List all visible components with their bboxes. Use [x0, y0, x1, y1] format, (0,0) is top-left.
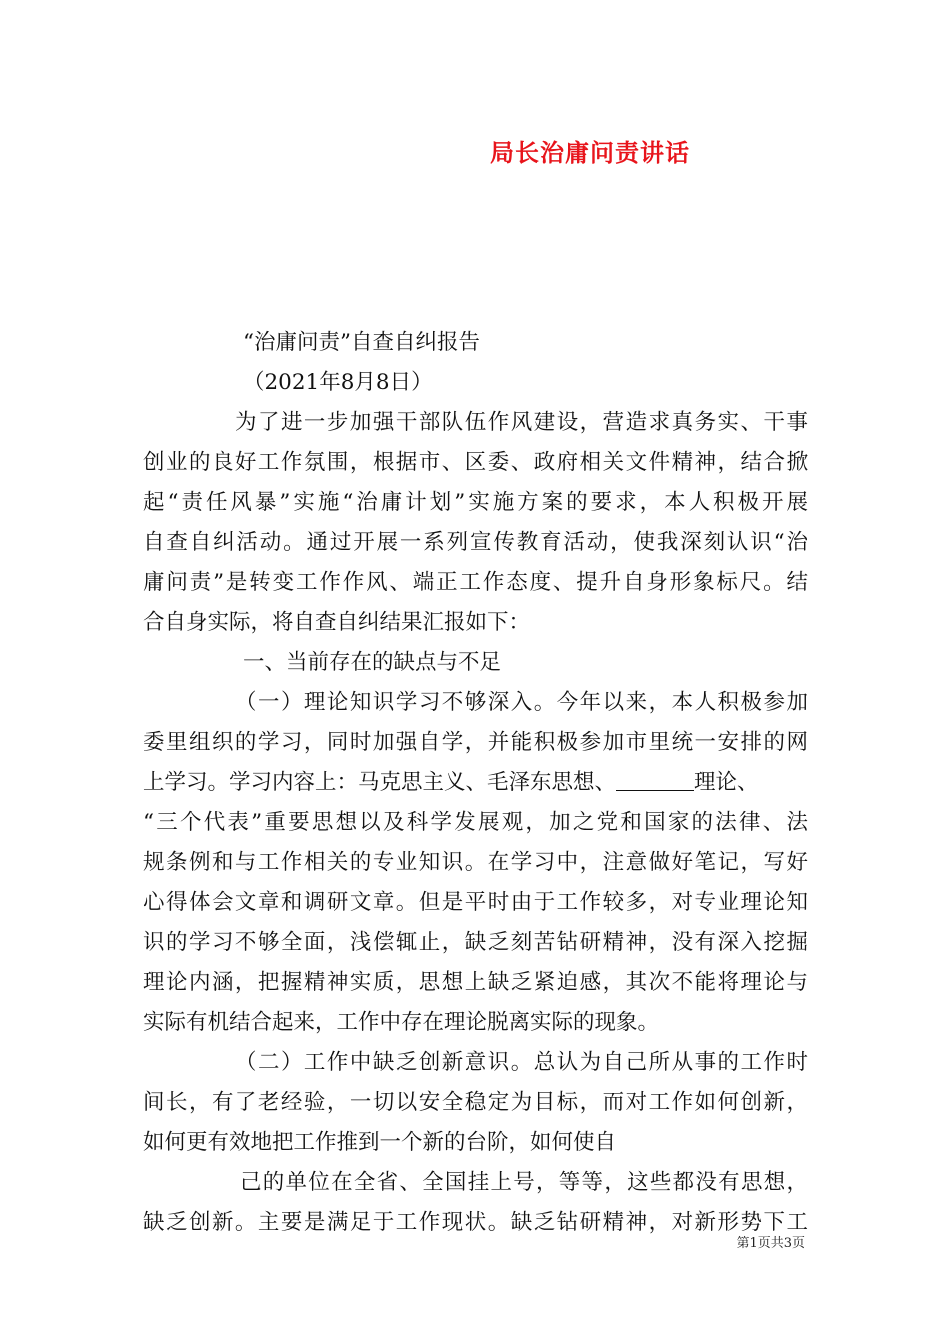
page-number: 第1页共3页 [736, 1236, 805, 1251]
item2-line-4: 己的单位在全省、全国挂上号，等等，这些都没有思想， [240, 1170, 808, 1195]
item1-line-3-text-b: 理论、 [694, 770, 759, 795]
item1-line-7: 识的学习不够全面，浅偿辄止，缺乏刻苦钻研精神，没有深入挖掘 [143, 930, 808, 955]
item2-line-5: 缺乏创新。主要是满足于工作现状。缺乏钻研精神，对新形势下工 [143, 1210, 808, 1235]
intro-line-2: 创业的良好工作氛围，根据市、区委、政府相关文件精神，结合掀 [143, 450, 808, 475]
item1-line-4: “三个代表”重要思想以及科学发展观，加之党和国家的法律、法 [143, 810, 808, 835]
item1-line-3-text-a: 上学习。学习内容上：马克思主义、毛泽东思想、 [143, 770, 617, 795]
item1-line-3 [143, 763, 808, 803]
document-title: 局长治庸问责讲话 [490, 138, 690, 167]
item1-line-6: 心得体会文章和调研文章。但是平时由于工作较多，对专业理论知 [143, 890, 808, 915]
document-body [143, 323, 808, 1243]
intro-line-4: 自查自纠活动。通过开展一系列宣传教育活动，使我深刻认识“治 [143, 530, 808, 555]
item2-line-2: 间长，有了老经验，一切以安全稳定为目标，而对工作如何创新， [143, 1090, 808, 1115]
intro-line-3: 起“责任风暴”实施“治庸计划”实施方案的要求，本人积极开展 [143, 490, 808, 515]
report-subtitle: “治庸问责”自查自纠报告 [243, 330, 480, 355]
section-heading: 一、当前存在的缺点与不足 [243, 650, 502, 675]
intro-line-5: 庸问责”是转变工作作风、端正工作态度、提升自身形象标尺。结 [143, 570, 808, 595]
item1-line-1: （一）理论知识学习不够深入。今年以来，本人积极参加 [235, 690, 808, 715]
intro-line-6: 合自身实际，将自查自纠结果汇报如下： [143, 610, 531, 635]
item2-line-1: （二）工作中缺乏创新意识。总认为自己所从事的工作时 [235, 1050, 808, 1075]
item1-line-2: 委里组织的学习，同时加强自学，并能积极参加市里统一安排的网 [143, 730, 808, 755]
fill-in-blank [616, 768, 694, 791]
item1-line-9: 实际有机结合起来，工作中存在理论脱离实际的现象。 [143, 1010, 660, 1035]
report-date: （2021年8月8日） [243, 370, 433, 395]
item1-line-5: 规条例和与工作相关的专业知识。在学习中，注意做好笔记，写好 [143, 850, 808, 875]
intro-line-1: 为了进一步加强干部队伍作风建设，营造求真务实、干事 [235, 410, 808, 435]
item2-line-3: 如何更有效地把工作推到一个新的台阶，如何使自 [143, 1130, 617, 1155]
item1-line-8: 理论内涵，把握精神实质，思想上缺乏紧迫感，其次不能将理论与 [143, 970, 808, 995]
